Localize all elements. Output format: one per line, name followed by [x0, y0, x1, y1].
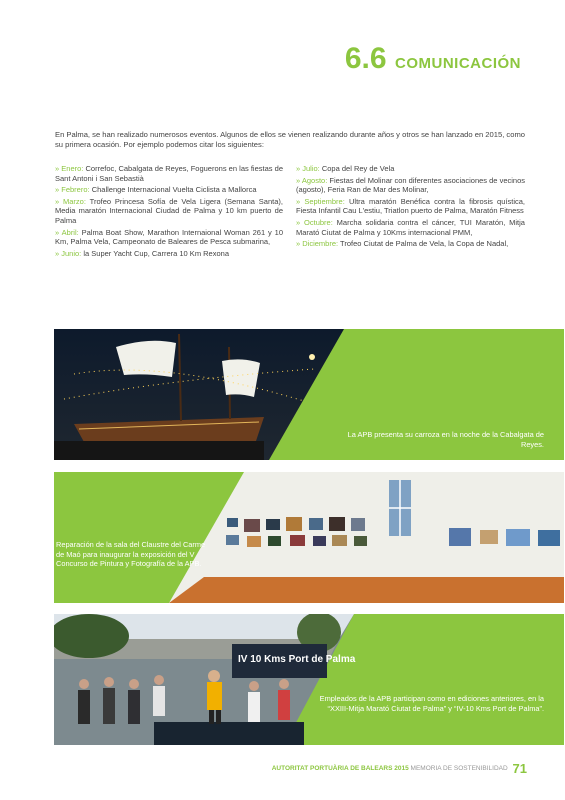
event-item	[55, 197, 283, 226]
event-month: » Julio:	[296, 164, 320, 173]
event-month: » Enero:	[55, 164, 84, 173]
event-month: » Diciembre:	[296, 239, 339, 249]
event-item	[296, 218, 525, 237]
event-month: » Febrero:	[55, 185, 90, 195]
section-number: 6.6	[344, 42, 387, 75]
event-text: Marcha solidaria contra el cáncer, TUI Maratón, Mitja Marató Ciutat de Palma y 10Kms internacional PMM,	[296, 217, 525, 237]
race-banner-text: IV 10 Kms Port de Palma	[238, 654, 356, 665]
event-item	[296, 164, 525, 174]
footer-subtitle: MEMORIA DE SOSTENIBILIDAD	[410, 765, 508, 773]
event-month: » Abril:	[55, 227, 79, 237]
photo-band-cabalgata	[54, 329, 564, 460]
event-text: Ultra maratón Benéfica contra la fibrosis quística, Fiesta Infantil Cau L'estiu, Triatlon puerto de Palma, Maratón Fitness	[296, 196, 525, 216]
event-text: Challenge Internacional Vuelta Ciclista a Mallorca	[89, 185, 257, 195]
event-month: » Junio:	[55, 248, 82, 258]
events-column-right	[296, 164, 525, 251]
event-month: » Octubre:	[296, 217, 333, 227]
event-item	[55, 228, 283, 247]
event-item	[296, 239, 525, 249]
event-month: » Agosto:	[296, 175, 328, 185]
event-item	[296, 176, 525, 195]
photo-band-exhibition	[54, 472, 564, 603]
photo-caption: Empleados de la APB participan como en ediciones anteriores, en la “XXIII-Mitja Marató Ciutat de Palma” y “IV-10 Kms Port de Palma”.	[319, 694, 544, 713]
photo-band-race	[54, 614, 564, 745]
event-item	[55, 164, 283, 183]
event-text: Trofeo Ciutat de Palma de Vela, la Copa de Nadal,	[338, 239, 509, 249]
event-text: Palma Boat Show, Marathon Internaional Woman 261 y 10 Km, Palma Vela, Campeonato de Baleares de Pesca submarina,	[55, 227, 283, 247]
events-column-left	[55, 164, 283, 260]
intro-paragraph: En Palma, se han realizado numerosos eventos. Algunos de ellos se vienen realizando durante años y otros se han lanzado en 2015, como su primera ocasión. Por ejemplo podemos citar los siguientes:	[55, 130, 525, 150]
exhibition-photo	[54, 472, 564, 603]
photo-caption: Reparación de la sala del Claustre del Carme de Maó para inaugurar la exposición del V Concurso de Pintura y Fotografía de la APB.	[56, 540, 206, 569]
page-footer	[272, 761, 527, 776]
event-month: » Marzo:	[55, 196, 86, 206]
event-item	[55, 185, 283, 195]
event-item	[296, 197, 525, 216]
page-number: 71	[512, 761, 527, 776]
event-text: Trofeo Princesa Sofía de Vela Ligera (Semana Santa), Media maratón Internacional Ciudad de Palma y 10 km puerto de Palma	[55, 196, 283, 225]
section-title: COMUNICACIÓN	[395, 55, 521, 72]
event-text: Fiestas del Molinar con diferentes asociaciones de vecinos (agosto), Feria Ran de Mar des Molinar,	[296, 175, 525, 195]
event-text: la Super Yacht Cup, Carrera 10 Km Rexona	[81, 248, 229, 258]
footer-org: AUTORITAT PORTUÀRIA DE BALEARS 2015	[271, 765, 409, 773]
event-text: Copa del Rey de Vela	[319, 164, 395, 173]
event-month: » Septiembre:	[296, 196, 345, 206]
race-photo	[54, 614, 564, 745]
photo-caption: La APB presenta su carroza en la noche de la Cabalgata de Reyes.	[347, 430, 544, 449]
event-item	[55, 249, 283, 259]
event-text: Correfoc, Cabalgata de Reyes, Foguerons en las fiestas de Sant Antoni i San Sebastià	[55, 164, 283, 183]
section-heading	[345, 42, 521, 76]
